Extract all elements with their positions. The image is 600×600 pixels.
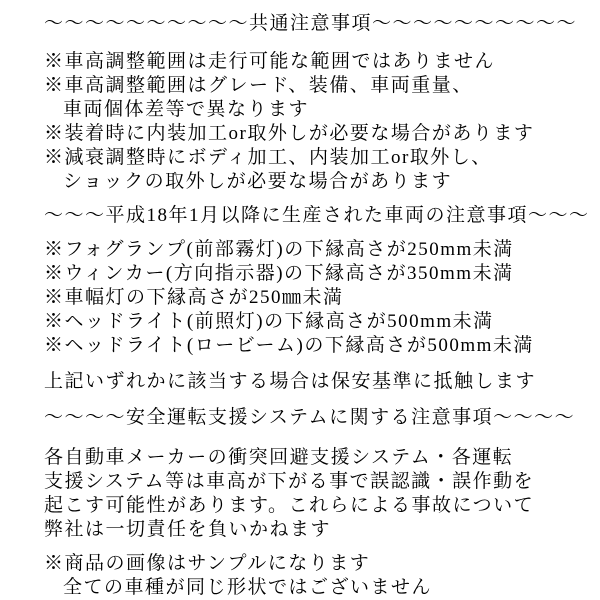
notice-line-continuation: 車両個体差等で異なります <box>63 99 310 120</box>
section-header-heisei18: ～～～平成18年1月以降に生産された車両の注意事項～～～ <box>44 205 590 226</box>
section-header-common: ～～～～～～～～～～共通注意事項～～～～～～～～～～ <box>44 13 578 34</box>
notice-line: ※車高調整範囲はグレード、装備、車両重量、 <box>44 75 473 96</box>
paragraph-line: 弊社は一切責任を負いかねます <box>44 519 332 540</box>
paragraph-line: 起こす可能性があります。これらによる事故について <box>44 495 535 516</box>
sample-image-note-continuation: 全ての車種が同じ形状ではございません <box>63 577 433 598</box>
notice-line-clearance-lamp: ※車幅灯の下縁高さが250㎜未満 <box>44 287 344 308</box>
notice-line-winker: ※ウィンカー(方向指示器)の下縁高さが350mm未満 <box>44 263 514 284</box>
sample-image-note: ※商品の画像はサンプルになります <box>44 553 371 574</box>
notice-line-lowbeam: ※ヘッドライト(ロービーム)の下縁高さが500mm未満 <box>44 335 534 356</box>
notice-line: ※車高調整範囲は走行可能な範囲ではありません <box>44 51 496 72</box>
notice-line-headlight: ※ヘッドライト(前照灯)の下縁高さが500mm未満 <box>44 311 494 332</box>
notice-line: ※装着時に内装加工or取外しが必要な場合があります <box>44 123 535 144</box>
paragraph-line: 支援システム等は車高が下がる事で誤認識・誤作動を <box>44 471 535 492</box>
safety-standard-conclusion: 上記いずれかに該当する場合は保安基準に抵触します <box>44 371 537 392</box>
paragraph-line: 各自動車メーカーの衝突回避支援システム・各運転 <box>44 447 514 468</box>
section-common-notes <box>44 12 580 194</box>
notice-line-foglamp: ※フォグランプ(前部霧灯)の下縁高さが250mm未満 <box>44 239 514 260</box>
notice-line: ※減衰調整時にボディ加工、内装加工or取外し、 <box>44 147 492 168</box>
notice-line-continuation: ショックの取外しが必要な場合があります <box>63 171 453 192</box>
section-header-driving-assist: ～～～～安全運転支援システムに関する注意事項～～～～ <box>44 407 576 428</box>
section-heisei18-vehicles <box>44 204 590 394</box>
section-driving-assist <box>44 406 580 600</box>
